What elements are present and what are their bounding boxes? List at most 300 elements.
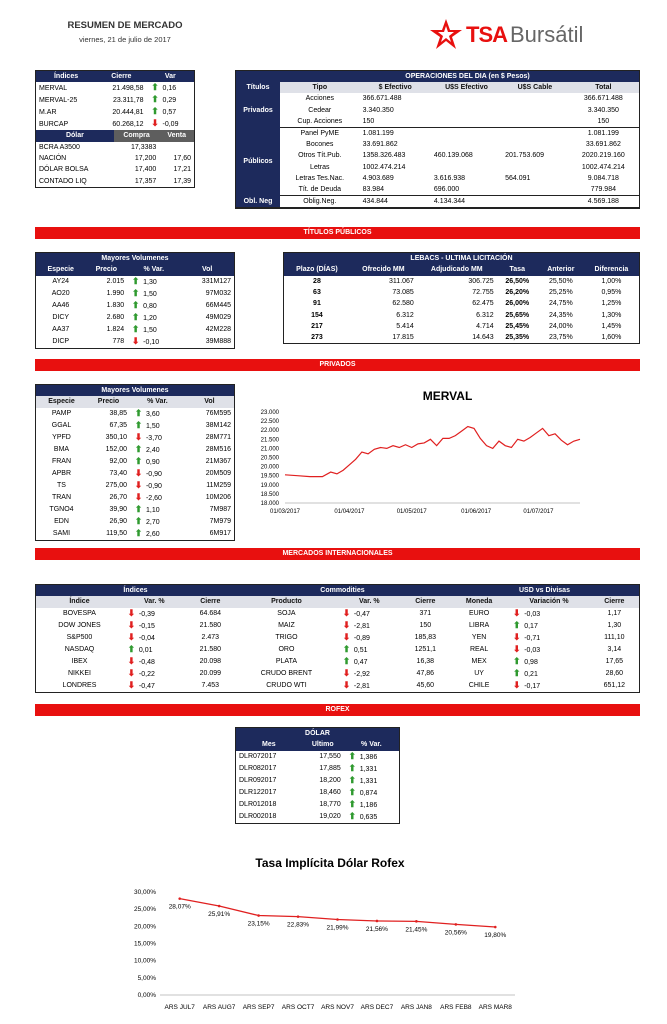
ops-usd-cable: 201.753.609 — [505, 152, 545, 160]
lebacs-plazo: 63 — [313, 289, 321, 297]
privvol-row — [36, 528, 234, 540]
lebacs-plazo: 154 — [311, 311, 323, 319]
intl-cierre: 16,38 — [416, 658, 435, 666]
privvol-var — [130, 504, 185, 516]
arrow-up-icon: ⬆ — [131, 287, 140, 298]
ops-efectivo: 4.903.689 — [362, 174, 394, 182]
index-var-value: 0,29 — [160, 97, 177, 105]
ops-total: 2020.219.160 — [581, 152, 625, 160]
pubvol-var-value: -0,10 — [141, 338, 160, 346]
privvol-especie: BMA — [53, 446, 70, 454]
rofex-ultimo: 17,885 — [319, 765, 341, 773]
intl-cierre: 28,60 — [605, 670, 624, 678]
lebacs-diferencia: 1,00% — [601, 277, 622, 285]
tasa-xtick: ARS SEP7 — [242, 1004, 275, 1011]
intl-var-value: -0,71 — [522, 634, 541, 642]
arrow-up-icon: ⬆ — [348, 786, 357, 797]
privvol-var-value: 3,60 — [144, 410, 160, 418]
lebacs-row — [284, 321, 639, 332]
priv-vol-title: Mayores Volumenes — [36, 385, 234, 396]
lebacs-adjudicado: 6.312 — [476, 311, 494, 319]
ops-usd-efectivo: 696.000 — [431, 184, 502, 196]
rofex-row — [236, 787, 399, 799]
ops-tipo: Panel PyME — [300, 129, 340, 137]
rofex-var-value: 1,386 — [357, 753, 378, 761]
intl-var — [508, 656, 589, 668]
ops-total: 779.984 — [568, 184, 639, 196]
ops-row — [236, 161, 639, 172]
pubvol-especie: AA46 — [52, 302, 70, 310]
rofex-ultimo: 18,770 — [319, 801, 341, 809]
pubvol-var — [127, 276, 180, 288]
lebacs-title: LEBACS - ULTIMA LICITACIÓN — [284, 253, 639, 264]
intl-header: Cierre — [401, 596, 450, 607]
lebacs-plazo: 217 — [311, 322, 323, 330]
pubvol-precio: 1.824 — [106, 326, 125, 334]
rofex-mes: DLR002018 — [239, 813, 277, 821]
rofex-var-value: 0,635 — [357, 813, 378, 821]
intl-moneda: EURO — [468, 610, 490, 618]
intl-cierre: 185,83 — [414, 634, 437, 642]
intl-header: Moneda — [450, 596, 508, 607]
tasa-point — [297, 915, 300, 918]
lebacs-ofrecido: 311.067 — [389, 277, 414, 285]
tasa-data-label: 20,56% — [444, 929, 467, 937]
merval-ytick: 21.500 — [260, 437, 279, 444]
intl-cierre: 651,12 — [603, 682, 626, 690]
ops-efectivo: 366.671.488 — [362, 95, 402, 103]
indices-row — [36, 94, 194, 106]
index-close: 23.311,78 — [112, 96, 144, 104]
lebacs-anterior: 24,35% — [548, 311, 573, 319]
privvol-precio: 26,90 — [109, 518, 128, 526]
dolar-sell: 17,39 — [173, 177, 191, 185]
lebacs-plazo: 273 — [311, 334, 323, 342]
intl-cierre: 45,60 — [416, 682, 435, 690]
intl-var-value: 0,01 — [136, 646, 153, 654]
privvol-vol: 38M142 — [205, 422, 231, 430]
lebacs-row — [284, 309, 639, 320]
lebacs-adjudicado: 14.643 — [472, 334, 494, 342]
privvol-precio: 67,35 — [109, 422, 128, 430]
arrow-up-icon: ⬆ — [342, 655, 351, 666]
privvol-var-value: 2,40 — [144, 446, 160, 454]
index-var — [147, 118, 194, 130]
intl-producto: ORO — [278, 646, 295, 654]
privvol-header: Especie — [36, 396, 87, 407]
intl-cierre: 64.684 — [199, 610, 222, 618]
privvol-var — [130, 480, 185, 492]
privvol-var — [130, 492, 185, 504]
intl-header: Índice — [36, 596, 123, 607]
dolar-buy: 17,200 — [134, 155, 157, 163]
tasa-ytick: 25,00% — [133, 906, 156, 914]
ops-tipo: Cedear — [308, 106, 332, 114]
privvol-row — [36, 444, 234, 456]
ops-usd-cable — [502, 139, 568, 150]
rofex-var — [344, 799, 399, 811]
ops-usd-cable: 564.091 — [505, 174, 531, 182]
arrow-up-icon: ⬆ — [131, 299, 140, 310]
rofex-var — [344, 751, 399, 763]
intl-producto: SOJA — [277, 610, 296, 618]
pubvol-precio: 2.680 — [106, 314, 125, 322]
lebacs-diferencia: 1,45% — [601, 322, 622, 330]
privvol-precio: 73,40 — [109, 470, 128, 478]
ops-header: Total — [568, 82, 639, 93]
arrow-down-icon: ⬇ — [127, 619, 136, 630]
ops-usd-efectivo — [431, 161, 502, 172]
pubvol-vol: 66M445 — [205, 302, 231, 310]
arrow-down-icon: ⬇ — [151, 118, 159, 129]
index-var — [147, 82, 194, 94]
tasa-xtick: ARS JUL7 — [164, 1004, 195, 1011]
privvol-especie: YPFD — [52, 434, 71, 442]
intl-indice: S&P500 — [66, 634, 93, 642]
pubvol-var-value: 1,20 — [141, 314, 157, 322]
intl-cierre: 20.099 — [199, 670, 222, 678]
merval-ytick: 19.500 — [260, 473, 279, 480]
ops-row — [236, 173, 639, 184]
index-close: 21.498,58 — [112, 84, 144, 92]
tasa-xtick: ARS FEB8 — [440, 1004, 472, 1011]
dolar-buy: 17,3383 — [131, 143, 157, 151]
pubvol-precio: 2.015 — [106, 278, 125, 286]
intl-row — [36, 632, 639, 644]
tasa-chart — [120, 850, 540, 1020]
lebacs-anterior: 24,75% — [548, 300, 573, 308]
dolar-buy: 17,357 — [134, 177, 157, 185]
ops-total: 1.081.199 — [587, 129, 619, 137]
lebacs-header: Diferencia — [584, 264, 639, 275]
intl-indice: DOW JONES — [58, 622, 101, 630]
lebacs-header: Ofrecido MM — [350, 264, 417, 275]
privvol-row — [36, 468, 234, 480]
intl-var — [123, 620, 186, 632]
rofex-title: DÓLAR — [236, 728, 399, 739]
indices-row — [36, 106, 194, 118]
intl-indice: NASDAQ — [64, 646, 95, 654]
arrow-down-icon: ⬇ — [342, 631, 351, 642]
index-var-value: -0,09 — [160, 121, 179, 129]
arrow-down-icon: ⬇ — [131, 335, 140, 346]
index-var — [147, 94, 194, 106]
intl-var-value: 0,47 — [351, 658, 368, 666]
merval-ytick: 23.000 — [260, 410, 279, 416]
tsa-star-icon — [428, 18, 464, 52]
pubvol-vol: 39M888 — [205, 338, 231, 346]
privados-volumen-panel — [35, 384, 235, 541]
tasa-ytick: 15,00% — [133, 940, 156, 948]
privvol-var — [130, 408, 185, 420]
ops-header: U$S Efectivo — [431, 82, 502, 93]
intl-var — [508, 680, 589, 692]
rofex-mes: DLR012018 — [239, 801, 277, 809]
pubvol-var — [127, 336, 180, 348]
privvol-var-value: -0,90 — [144, 470, 162, 478]
pubvol-especie: DICP — [52, 338, 70, 346]
intl-var-value: -0,17 — [522, 682, 541, 690]
intl-cierre: 1251,1 — [414, 646, 437, 654]
tasa-xtick: ARS JAN8 — [400, 1004, 432, 1011]
intl-row — [36, 608, 639, 620]
ops-efectivo: 1002.474.214 — [362, 163, 406, 171]
intl-var-value: -0,39 — [136, 610, 155, 618]
lebacs-header: Adjudicado MM — [417, 264, 497, 275]
pubvol-row — [36, 312, 234, 324]
privvol-precio: 119,50 — [106, 530, 128, 538]
intl-var-value: 0,98 — [522, 658, 538, 666]
lebacs-header: Plazo (DÍAS) — [284, 264, 350, 275]
privvol-precio: 275,00 — [105, 482, 128, 490]
arrow-up-icon: ⬆ — [342, 643, 351, 654]
intl-var-value: 0,17 — [522, 622, 538, 630]
pubvol-var — [127, 324, 180, 336]
tasa-point — [376, 920, 379, 923]
privvol-header: % Var. — [130, 396, 185, 407]
intl-var-value: -0,89 — [351, 634, 370, 642]
arrow-down-icon: ⬇ — [134, 491, 143, 502]
ops-header: Tipo — [280, 82, 360, 93]
intl-cierre: 21.580 — [199, 622, 222, 630]
pubvol-row — [36, 300, 234, 312]
rofex-row — [236, 775, 399, 787]
tasa-xtick: ARS DEC7 — [360, 1004, 394, 1011]
dolar-sell: 17,21 — [173, 166, 191, 174]
indices-row — [36, 118, 194, 130]
ops-tipo: Tít. de Deuda — [280, 184, 360, 196]
intl-row — [36, 656, 639, 668]
privvol-vol: 7M979 — [209, 518, 231, 526]
arrow-up-icon: ⬆ — [131, 323, 140, 334]
ops-usd-cable — [502, 127, 568, 139]
pubvol-precio: 1.990 — [106, 290, 125, 298]
ops-tipo: Letras Tes.Nac. — [295, 174, 345, 182]
tasa-ytick: 30,00% — [133, 889, 156, 896]
merval-ytick: 22.000 — [260, 428, 279, 435]
tasa-point — [336, 918, 339, 921]
intl-var — [508, 632, 589, 644]
privvol-vol: 7M987 — [209, 506, 231, 514]
tasa-data-label: 21,56% — [365, 925, 388, 933]
intl-cierre: 47,86 — [416, 670, 435, 678]
lebacs-tasa: 25,45% — [505, 322, 530, 330]
arrow-down-icon: ⬇ — [512, 643, 521, 654]
tasa-chart-title: Tasa Implícita Dólar Rofex — [255, 856, 405, 870]
intl-cierre: 111,10 — [604, 634, 625, 642]
tasa-ytick: 20,00% — [133, 923, 156, 931]
lebacs-adjudicado: 306.725 — [468, 277, 494, 285]
report-date: viernes, 21 de julio de 2017 — [79, 35, 171, 44]
ops-tipo: Letras — [310, 163, 330, 171]
arrow-down-icon: ⬇ — [134, 431, 143, 442]
lebacs-plazo: 28 — [313, 277, 321, 285]
lebacs-row — [284, 287, 639, 298]
privvol-header: Vol — [185, 396, 234, 407]
arrow-down-icon: ⬇ — [127, 631, 136, 642]
rofex-row — [236, 811, 399, 823]
intl-row — [36, 644, 639, 656]
intl-var — [338, 668, 401, 680]
indices-row — [36, 82, 194, 94]
index-var-value: 0,16 — [160, 85, 177, 93]
index-name: MERVAL-25 — [39, 96, 78, 104]
merval-ytick: 20.500 — [260, 455, 279, 462]
intl-header: Cierre — [590, 596, 639, 607]
privvol-var-value: 1,50 — [144, 422, 160, 430]
merval-xtick: 01/03/2017 — [269, 509, 301, 515]
pubvol-var-value: 1,30 — [141, 278, 157, 286]
ops-usd-efectivo — [431, 139, 502, 150]
lebacs-header: Anterior — [538, 264, 584, 275]
dolar-sell — [159, 142, 194, 153]
privvol-var-value: 0,90 — [144, 458, 160, 466]
privvol-var — [130, 420, 185, 432]
privvol-row — [36, 456, 234, 468]
intl-producto: CRUDO WTI — [266, 682, 307, 690]
pubvol-var — [127, 312, 180, 324]
lebacs-anterior: 25,50% — [548, 277, 573, 285]
privvol-especie: FRAN — [51, 458, 72, 466]
ops-group-label: Obl. Neg — [236, 196, 280, 208]
ops-usd-efectivo — [431, 116, 502, 128]
privvol-var — [130, 444, 185, 456]
intl-group-header: Commodities — [235, 585, 450, 596]
privvol-var-value: -3,70 — [144, 434, 162, 442]
privvol-especie: GGAL — [51, 422, 72, 430]
dolar-header: Compra — [114, 130, 160, 141]
arrow-up-icon: ⬆ — [134, 419, 143, 430]
dolar-name: DÓLAR BOLSA — [39, 166, 89, 174]
pub-vol-title: Mayores Volumenes — [36, 253, 234, 264]
privvol-var — [130, 432, 185, 444]
merval-ytick: 18.500 — [260, 491, 279, 498]
intl-var — [338, 656, 401, 668]
rofex-row — [236, 751, 399, 763]
arrow-down-icon: ⬇ — [127, 667, 136, 678]
intl-indice: LONDRES — [62, 682, 97, 690]
intl-var — [508, 608, 589, 620]
ops-usd-efectivo — [431, 127, 502, 139]
lebacs-anterior: 23,75% — [548, 334, 573, 342]
merval-ytick: 22.500 — [260, 419, 279, 426]
merval-xtick: 01/06/2017 — [461, 509, 492, 515]
intl-cierre: 7.453 — [201, 682, 220, 690]
intl-var — [338, 608, 401, 620]
section-privados: PRIVADOS — [35, 359, 640, 371]
ops-usd-efectivo — [431, 105, 502, 116]
intl-header: Producto — [235, 596, 338, 607]
lebacs-ofrecido: 6.312 — [396, 311, 414, 319]
rofex-var-value: 1,331 — [357, 765, 378, 773]
dolar-sell: 17,60 — [173, 155, 191, 163]
ops-row — [236, 116, 639, 128]
pubvol-especie: DICY — [52, 314, 70, 322]
ops-total: 33.691.862 — [585, 141, 621, 149]
rofex-ultimo: 18,200 — [319, 777, 341, 785]
intl-indice: IBEX — [71, 658, 88, 666]
ops-usd-cable — [502, 161, 568, 172]
pubvol-row — [36, 276, 234, 288]
arrow-up-icon: ⬆ — [348, 762, 357, 773]
operaciones-title: OPERACIONES DEL DIA (en $ Pesos) — [236, 71, 639, 82]
lebacs-ofrecido: 62.580 — [392, 300, 414, 308]
arrow-down-icon: ⬇ — [134, 479, 143, 490]
lebacs-diferencia: 0,95% — [601, 289, 622, 297]
tasa-data-label: 25,91% — [208, 911, 231, 919]
rofex-header: Mes — [236, 739, 302, 750]
rofex-header: Ultimo — [302, 739, 344, 750]
intl-var — [123, 668, 186, 680]
tasa-data-label: 22,83% — [287, 921, 310, 929]
intl-moneda: CHILE — [468, 682, 490, 690]
privvol-vol: 11M259 — [206, 482, 231, 490]
privvol-especie: PAMP — [51, 410, 72, 418]
intl-header: Var. % — [338, 596, 401, 607]
pubvol-var — [127, 300, 180, 312]
arrow-up-icon: ⬆ — [512, 619, 521, 630]
lebacs-diferencia: 1,25% — [601, 300, 622, 308]
privvol-var-value: -0,90 — [144, 482, 162, 490]
pubvol-var-value: 1,50 — [141, 326, 157, 334]
privvol-var — [130, 456, 185, 468]
lebacs-row — [284, 332, 639, 343]
ops-usd-cable — [502, 184, 568, 196]
arrow-down-icon: ⬇ — [512, 631, 521, 642]
rofex-panel — [235, 727, 400, 824]
lebacs-row — [284, 276, 639, 287]
ops-row — [236, 139, 639, 150]
pubvol-vol: 97M032 — [205, 290, 231, 298]
ops-total: 1002.474.214 — [581, 163, 625, 171]
pubvol-var-value: 1,50 — [141, 290, 157, 298]
intl-panel — [35, 584, 640, 693]
tasa-data-label: 19,80% — [484, 932, 507, 940]
intl-row — [36, 668, 639, 680]
privvol-precio: 350,10 — [105, 434, 128, 442]
pubvol-especie: AO20 — [51, 290, 70, 298]
merval-xtick: 01/07/2017 — [523, 509, 554, 515]
tasa-ytick: 0,00% — [137, 992, 156, 999]
lebacs-anterior: 25,25% — [548, 289, 573, 297]
arrow-down-icon: ⬇ — [342, 679, 351, 690]
privvol-row — [36, 432, 234, 444]
ops-header: $ Efectivo — [360, 82, 431, 93]
arrow-down-icon: ⬇ — [512, 607, 521, 618]
ops-tipo: Otros Tít.Pub. — [298, 152, 342, 160]
ops-usd-efectivo: 3.616.938 — [433, 174, 466, 182]
intl-cierre: 1,30 — [607, 622, 622, 630]
intl-var — [338, 620, 401, 632]
ops-efectivo: 1358.326.483 — [362, 152, 406, 160]
privvol-var — [130, 468, 185, 480]
intl-var — [123, 680, 186, 692]
privvol-vol: 10M206 — [205, 494, 231, 502]
rofex-var — [344, 775, 399, 787]
intl-moneda: REAL — [469, 646, 489, 654]
ops-usd-efectivo — [431, 93, 502, 104]
ops-group-label: Privados — [236, 93, 280, 127]
ops-efectivo: 3.340.350 — [362, 106, 394, 114]
ops-total: 4.569.188 — [568, 196, 639, 208]
pubvol-header: % Var. — [127, 264, 180, 275]
ops-header: Títulos — [236, 82, 280, 93]
arrow-up-icon: ⬆ — [512, 667, 521, 678]
privvol-row — [36, 480, 234, 492]
privvol-vol: 28M771 — [205, 434, 231, 442]
intl-var — [508, 644, 589, 656]
ops-header: U$S Cable — [502, 82, 568, 93]
